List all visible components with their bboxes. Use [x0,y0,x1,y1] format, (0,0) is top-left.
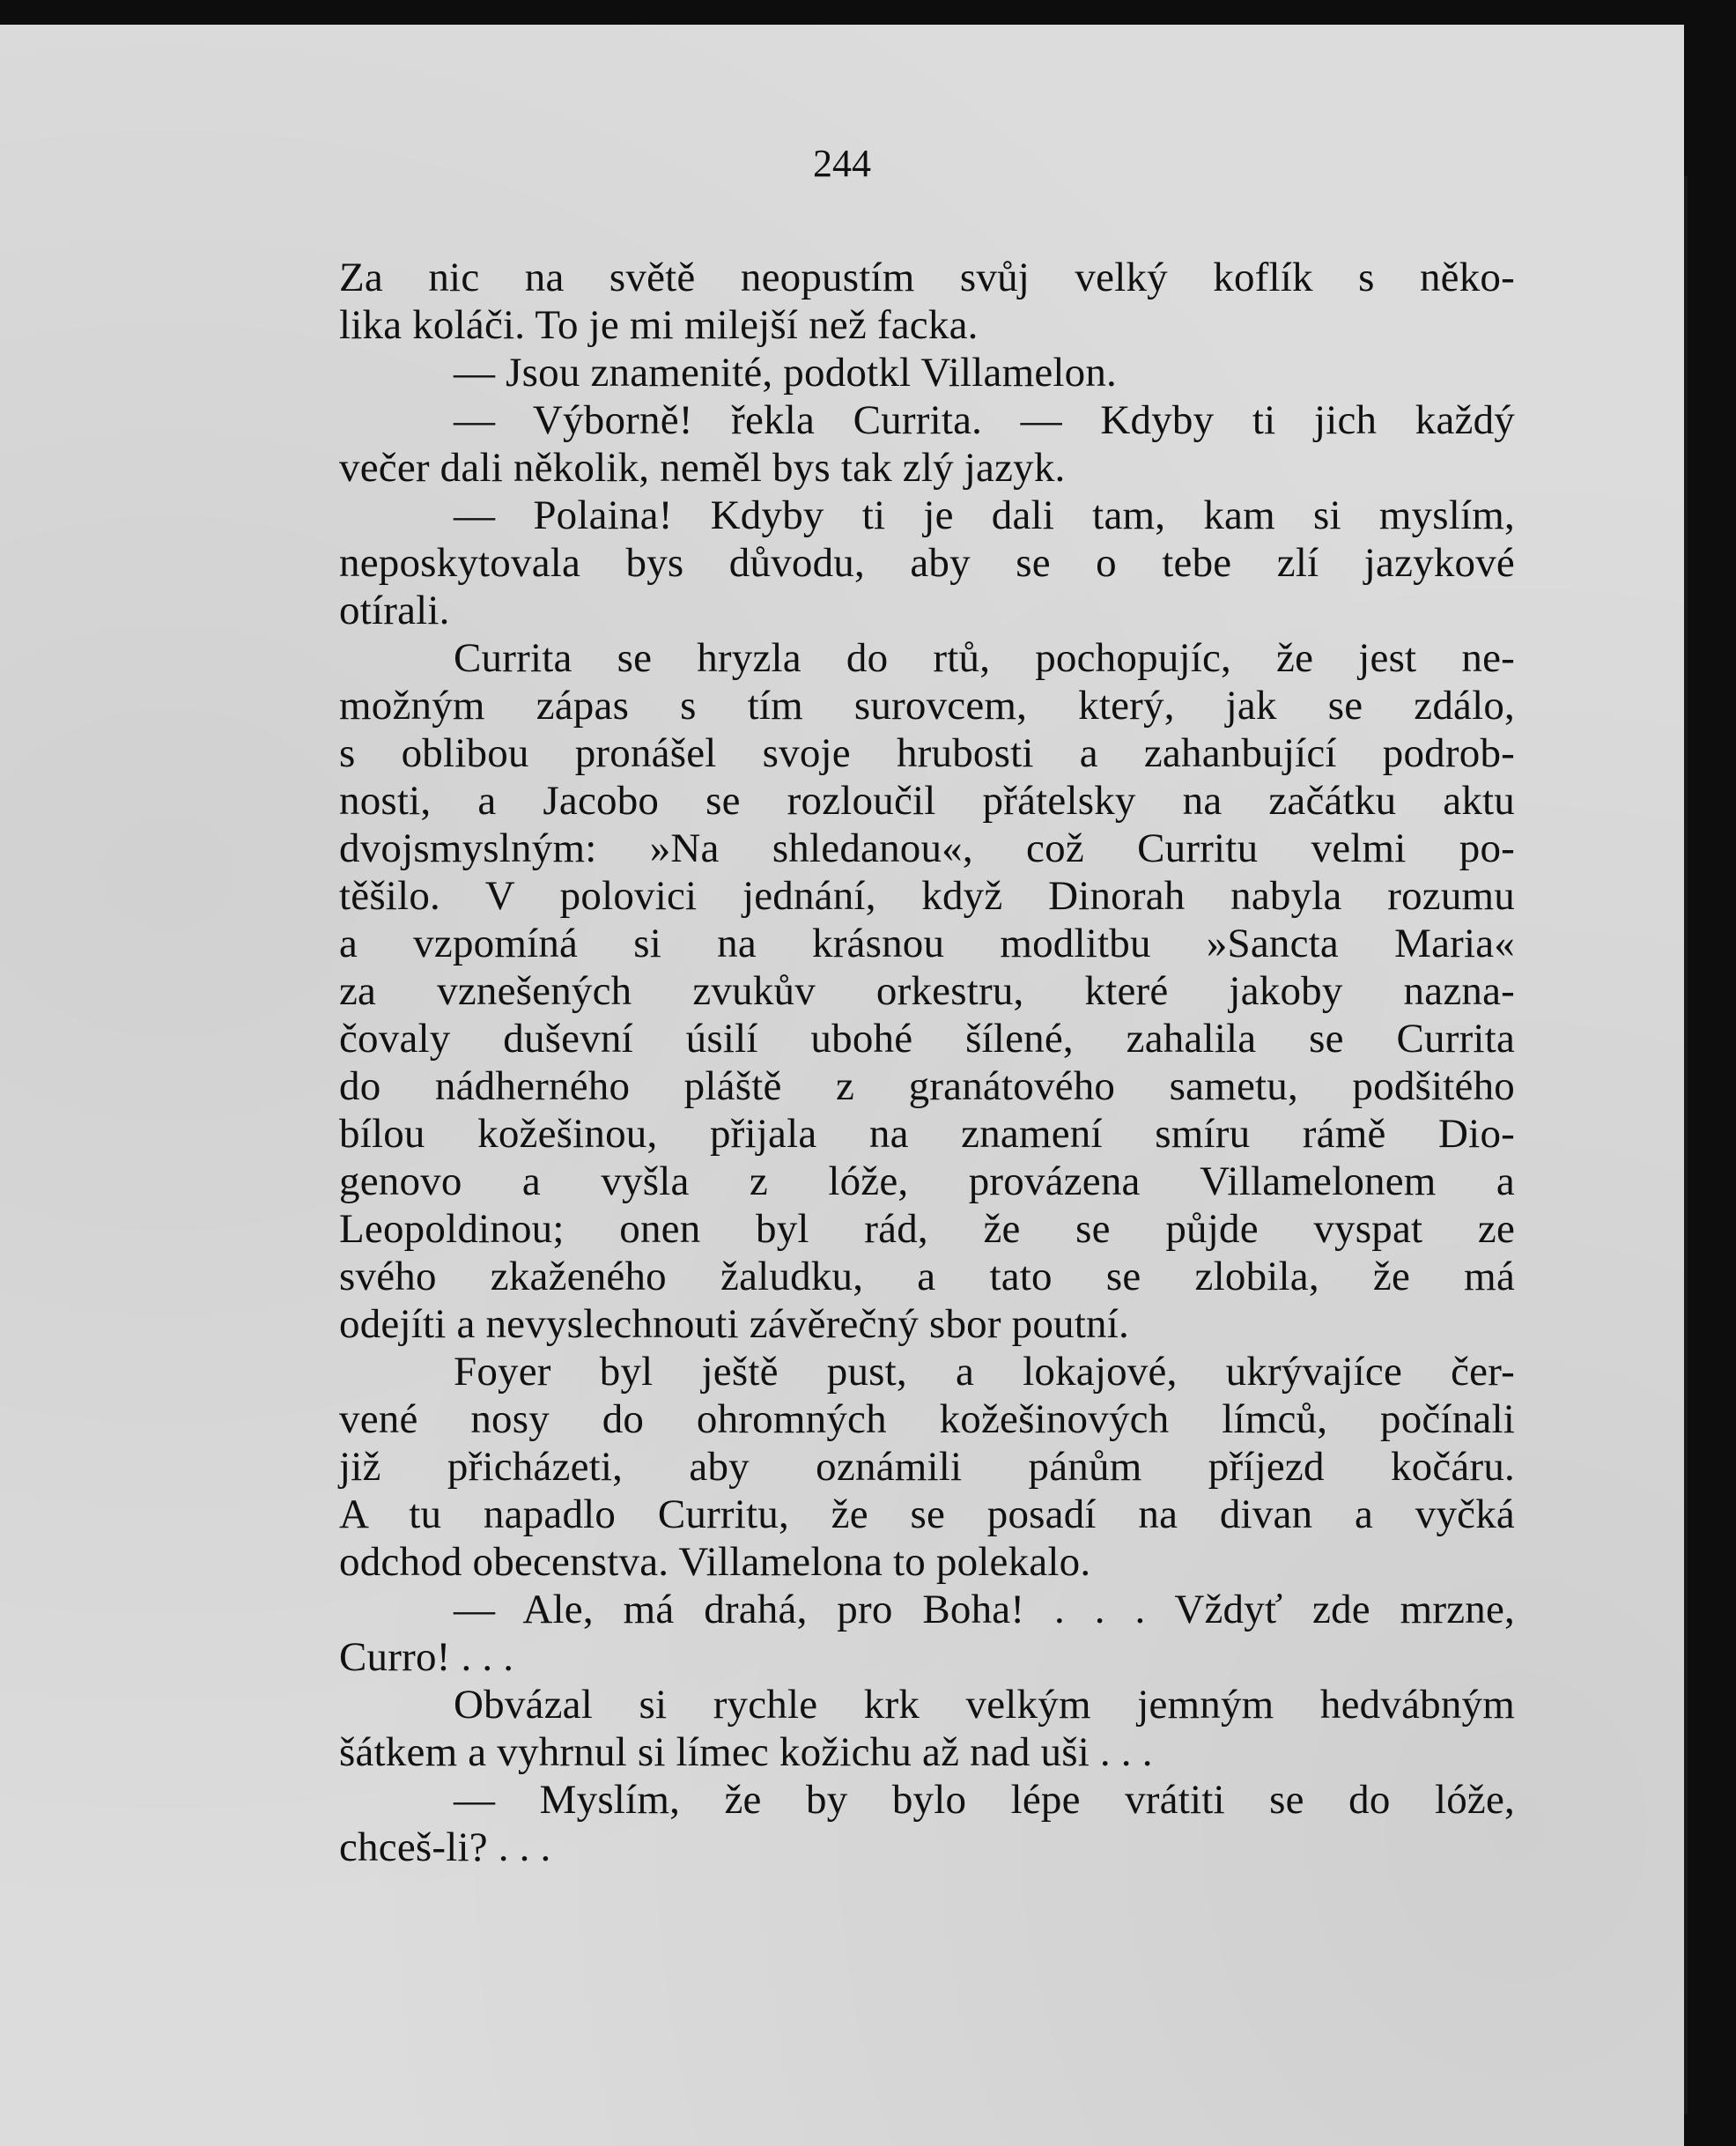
text-line: večer dali několik, neměl bys tak zlý jazyk. [339,445,1066,491]
text-line: Obvázal si rychle krk velkým jemným hedvábným [454,1682,1515,1728]
text-line: — Jsou znamenité, podotkl Villamelon. [454,350,1117,396]
page-number: 244 [813,142,871,185]
text-line: a vzpomíná si na krásnou modlitbu »Sancta Maria« [339,921,1515,966]
text-line: — Polaina! Kdyby ti je dali tam, kam si myslím, [454,492,1515,538]
text-line: Za nic na světě neopustím svůj velký koflík s něko- [339,255,1515,300]
text-line: možným zápas s tím surovcem, který, jak se zdálo, [339,683,1515,729]
text-line: čovaly duševní úsilí ubohé šílené, zahalila se Currita [339,1016,1515,1062]
text-line: Leopoldinou; onen byl rád, že se půjde vyspat ze [339,1206,1515,1252]
text-line: dvojsmyslným: »Na shledanou«, což Curritu velmi po- [339,825,1515,871]
book-page [0,25,1684,2146]
text-line: nosti, a Jacobo se rozloučil přátelsky na začátku aktu [339,778,1515,824]
text-line: — Výborně! řekla Currita. — Kdyby ti jich každý [454,397,1515,443]
text-line: — Myslím, že by bylo lépe vrátiti se do lóže, [454,1777,1515,1823]
text-line: šátkem a vyhrnul si límec kožichu až nad uši . . . [339,1729,1153,1775]
text-line: Curro! . . . [339,1634,514,1680]
text-line: těšilo. V polovici jednání, když Dinorah nabyla rozumu [339,873,1515,919]
text-line: do nádherného pláště z granátového sametu, podšitého [339,1063,1515,1109]
text-line: Currita se hryzla do rtů, pochopujíc, že jest ne- [454,635,1515,681]
text-line: otírali. [339,588,450,633]
text-line: — Ale, má drahá, pro Boha! . . . Vždyť zde mrzne, [454,1587,1515,1632]
text-line: chceš-li? . . . [339,1824,551,1870]
text-line: již přicházeti, aby oznámili pánům příjezd kočáru. [339,1444,1515,1490]
body-text [339,254,1515,1871]
text-line: bílou kožešinou, přijala na znamení smíru rámě Dio- [339,1111,1515,1157]
text-line: svého zkaženého žaludku, a tato se zlobila, že má [339,1254,1515,1299]
text-line: A tu napadlo Curritu, že se posadí na divan a vyčká [339,1491,1515,1537]
text-line: lika koláči. To je mi milejší než facka. [339,302,979,348]
text-line: genovo a vyšla z lóže, provázena Villamelonem a [339,1158,1515,1204]
page-edge [1684,176,1688,2114]
text-line: vené nosy do ohromných kožešinových límců, počínali [339,1396,1515,1442]
text-line: odchod obecenstva. Villamelona to polekalo. [339,1539,1091,1585]
text-line: neposkytovala bys důvodu, aby se o tebe zlí jazykové [339,540,1515,586]
text-line: odejíti a nevyslechnouti závěrečný sbor poutní. [339,1301,1129,1347]
text-line: s oblibou pronášel svoje hrubosti a zahanbující podrob- [339,730,1515,776]
text-line: Foyer byl ještě pust, a lokajové, ukrývajíce čer- [454,1349,1515,1395]
text-line: za vznešených zvukův orkestru, které jakoby nazna- [339,968,1515,1014]
